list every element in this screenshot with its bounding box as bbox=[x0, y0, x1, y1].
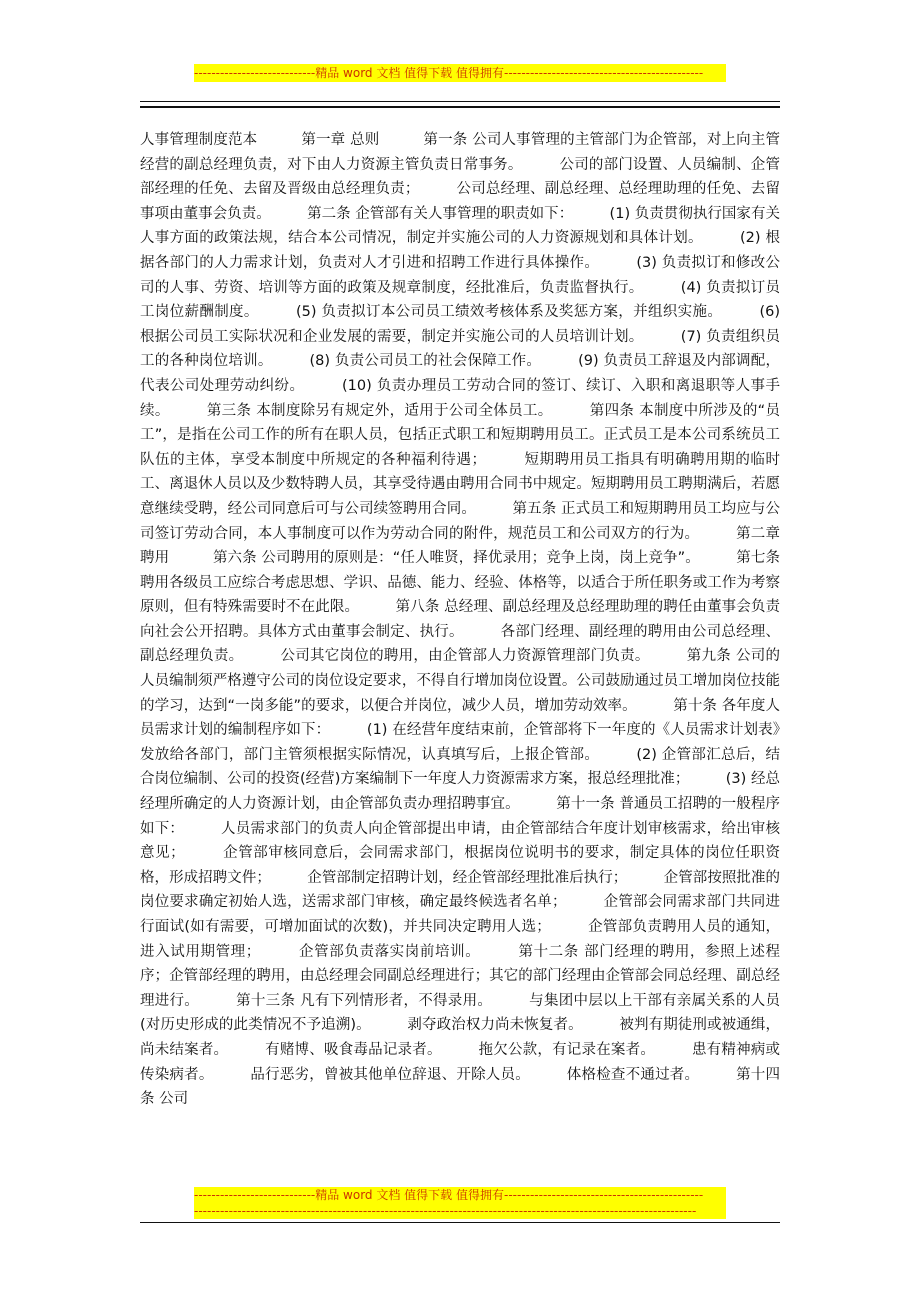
header-banner: ----------------------------精品 word 文档 值得下载 值得拥有---------------------------------------------- bbox=[194, 64, 726, 82]
document-body: 人事管理制度范本 第一章 总则 第一条 公司人事管理的主管部门为企管部，对上向主管经营的副总经理负责，对下由人力资源主管负责日常事务。 公司的部门设置、人员编制、企管部经理的任免、去留及晋级由总经理负责； 公司总经理、副总经理、总经理助理的任免、去留事项由董事会负责。 第二条 企管部有关人事管理的职责如下： (1) 负责贯彻执行国家有关人事方面的政策法规，结合本公司情况，制定并实施公司的人力资源规划和具体计划。 (2) 根据各部门的人力需求计划，负责对人才引进和招聘工作进行具体操作。 (3) 负责拟订和修改公司的人事、劳资、培训等方面的政策及规章制度，经批准后，负责监督执行。 (4) 负责拟订员工岗位薪酬制度。 (5) 负责拟订本公司员工绩效考核体系及奖惩方案，并组织实施。 (6) 根据公司员工实际状况和企业发展的需要，制定并实施公司的人员培训计划。 (7) 负责组织员工的各种岗位培训。 (8) 负责公司员工的社会保障工作。 (9) 负责员工辞退及内部调配，代表公司处理劳动纠纷。 (10) 负责办理员工劳动合同的签订、续订、入职和离退职等人事手续。 第三条 本制度除另有规定外，适用于公司全体员工。 第四条 本制度中所涉及的“员工”，是指在公司工作的所有在职人员，包括正式职工和短期聘用员工。正式员工是本公司系统员工队伍的主体，享受本制度中所规定的各种福利待遇； 短期聘用员工指具有明确聘用期的临时工、离退休人员以及少数特聘人员，其享受待遇由聘用合同书中规定。短期聘用员工聘期满后，若愿意继续受聘，经公司同意后可与公司续签聘用合同。 第五条 正式员工和短期聘用员工均应与公司签订劳动合同，本人事制度可以作为劳动合同的附件，规范员工和公司双方的行为。 第二章 聘用 第六条 公司聘用的原则是：“任人唯贤，择优录用；竞争上岗，岗上竞争”。 第七条 聘用各级员工应综合考虑思想、学识、品德、能力、经验、体格等，以适合于所任职务或工作为考察原则，但有特殊需要时不在此限。 第八条 总经理、副总经理及总经理助理的聘任由董事会负责向社会公开招聘。具体方式由董事会制定、执行。 各部门经理、副经理的聘用由公司总经理、副总经理负责。 公司其它岗位的聘用，由企管部人力资源管理部门负责。 第九条 公司的人员编制须严格遵守公司的岗位设定要求，不得自行增加岗位设置。公司鼓励通过员工增加岗位技能的学习，达到“一岗多能”的要求，以便合并岗位，减少人员，增加劳动效率。 第十条 各年度人员需求计划的编制程序如下： (1) 在经营年度结束前，企管部将下一年度的《人员需求计划表》发放给各部门，部门主管须根据实际情况，认真填写后，上报企管部。 (2) 企管部汇总后，结合岗位编制、公司的投资(经营)方案编制下一年度人力资源需求方案，报总经理批准； (3) 经总经理所确定的人力资源计划，由企管部负责办理招聘事宜。 第十一条 普通员工招聘的一般程序如下： 人员需求部门的负责人向企管部提出申请，由企管部结合年度计划审核需求，给出审核意见； 企管部审核同意后，会同需求部门，根据岗位说明书的要求，制定具体的岗位任职资格，形成招聘文件； 企管部制定招聘计划，经企管部经理批准后执行； 企管部按照批准的岗位要求确定初始人选，送需求部门审核，确定最终候选者名单； 企管部会同需求部门共同进行面试(如有需要，可增加面试的次数)，并共同决定聘用人选； 企管部负责聘用人员的通知，进入试用期管理； 企管部负责落实岗前培训。 第十二条 部门经理的聘用，参照上述程序；企管部经理的聘用，由总经理会同副总经理进行；其它的部门经理由企管部会同总经理、副总经理进行。 第十三条 凡有下列情形者，不得录用。 与集团中层以上干部有亲属关系的人员(对历史形成的此类情况不予追溯)。 剥夺政治权力尚未恢复者。 被判有期徒刑或被通缉，尚未结案者。 有赌博、吸食毒品记录者。 拖欠公款，有记录在案者。 患有精神病或传染病者。 品行恶劣，曾被其他单位辞退、开除人员。 体格检查不通过者。 第十四条 公司 bbox=[140, 132, 780, 1108]
footer-banner-line1: ----------------------------精品 word 文档 值得下载 值得拥有---------------------------------------------- bbox=[194, 1188, 704, 1202]
footer-banner bbox=[194, 1187, 726, 1219]
footer-rule bbox=[140, 1222, 780, 1223]
header-rule-thick bbox=[140, 106, 780, 108]
footer-banner-line2: -------------------------------------------------------------------------------------------------------------------- bbox=[194, 1204, 697, 1218]
header-rule bbox=[140, 101, 780, 102]
